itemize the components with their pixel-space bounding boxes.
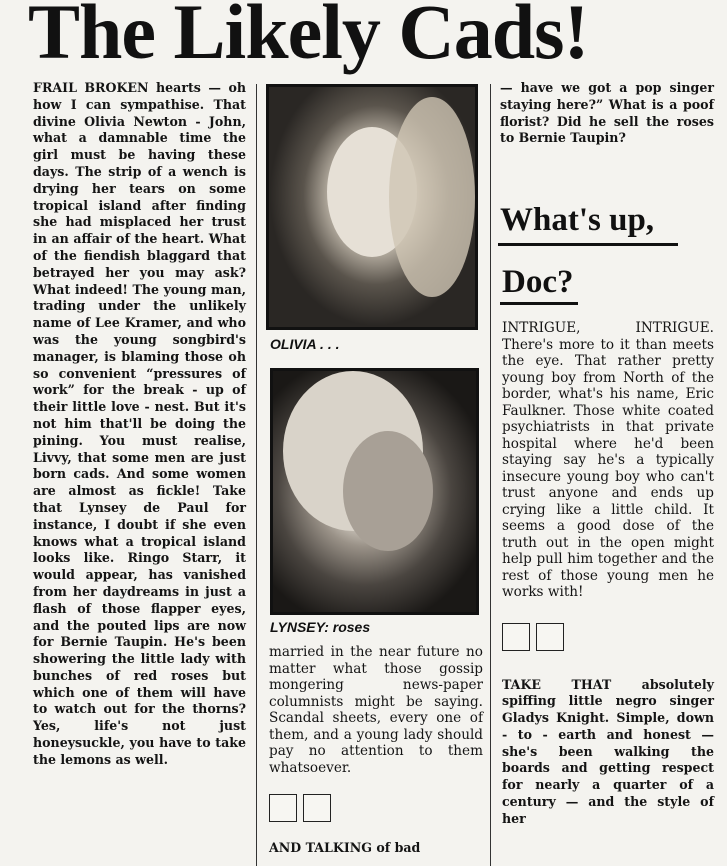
column-rule — [256, 84, 257, 866]
column-1 — [33, 80, 246, 769]
lynsey-photo — [270, 368, 479, 615]
column-3-mid: INTRIGUE, INTRIGUE. There's more to it than meets the eye. That rather pretty young boy from North of the border, what's his name, Eric Faulkner. Those white coated psychiatrists in that private hospital where he'd been staying say he's a typically insecure young boy who can't trust anyone and ends up crying like a little child. It seems a good dose of the truth out in the open might help pull him together and the rest of those young men he works with! — [502, 320, 714, 600]
column-3-mid-wrap — [502, 320, 714, 828]
column-3-bottom: TAKE THAT absolutely spiffing little negro singer Gladys Knight. Simple, down - to - earth and honest — she's been walking the boards and getting respect for nearly a quarter of a century — and the style of her — [502, 676, 714, 826]
lynsey-caption: LYNSEY: roses — [270, 619, 371, 635]
ornament-box — [536, 623, 564, 651]
ornament-boxes — [269, 794, 483, 826]
subhead-underline — [498, 243, 678, 246]
headline: The Likely Cads! — [28, 0, 589, 75]
subhead-line-1: What's up, — [500, 202, 655, 238]
column-rule — [490, 84, 491, 866]
column-3 — [500, 80, 714, 147]
ornament-box — [269, 794, 297, 822]
olivia-hair — [389, 97, 475, 297]
column-2 — [269, 644, 483, 857]
subhead-line-2: Doc? — [502, 264, 574, 300]
column-3-top: — have we got a pop singer staying here?” What is a poof florist? Did he sell the roses to Bernie Taupin? — [500, 80, 714, 146]
article-body: FRAIL BROKEN hearts — oh how I can sympathise. That divine Olivia Newton - John, what a damnable time the girl must be having these days. The strip of a wench is drying her tears on some tropical island after finding she had misplaced her trust in an affair of the heart. What of the fiendish blaggard that betrayed her you may ask? What indeed! The young man, trading under the unlikely name of Lee Kramer, and who was the young songbird's manager, is blaming those oh so convenient “pressures of work” for the break - up of their little love - nest. But it's not him that'll be doing the pining. You must realise, Livvy, that some men are just born cads. And some women are almost as fickle! Take that Lynsey de Paul for instance, I doubt if she even knows what a tropical island looks like. Ringo Starr, it would appear, has vanished from her daydreams in just a flash of those flapper eyes, and the pouted lips are now for Bernie Taupin. He's been showering the little lady with bunches of red roses but which one of them will have to watch out for the thorns? Yes, life's not just honeysuckle, you have to take the lemons as well. — [33, 80, 246, 767]
olivia-caption: OLIVIA . . . — [270, 336, 340, 352]
ornament-box — [502, 623, 530, 651]
column-2-body: married in the near future no matter what those gossip mongering news-paper columnists might be saying. Scandal sheets, every one of them, and a young lady should pay no attention to them whatsoever. — [269, 644, 483, 776]
subhead-underline — [500, 302, 578, 305]
olivia-photo — [266, 84, 478, 330]
column-2-continued: AND TALKING of bad — [269, 840, 421, 855]
ornament-box — [303, 794, 331, 822]
ornament-boxes — [502, 623, 714, 655]
lynsey-face — [343, 431, 433, 551]
